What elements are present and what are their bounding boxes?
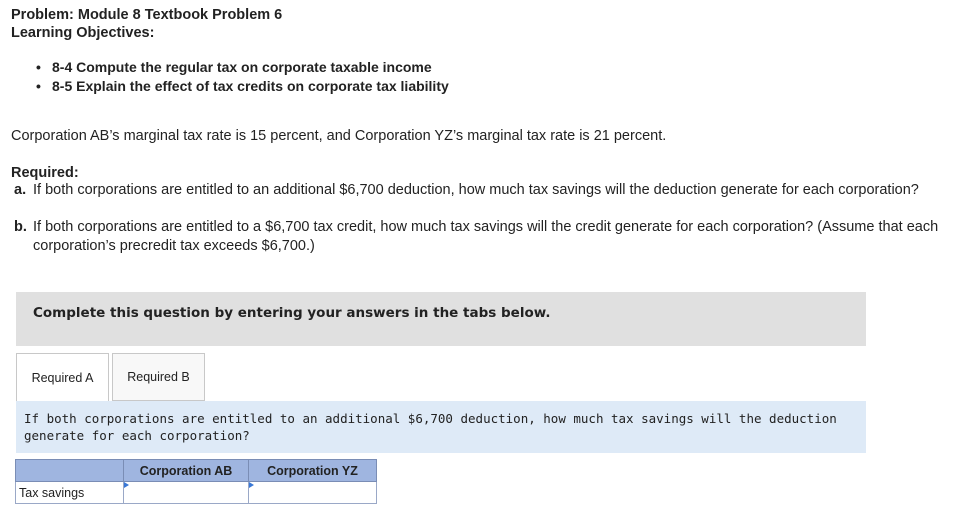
tax-savings-ab-cell [124, 482, 249, 504]
learning-objectives-heading: Learning Objectives: [11, 25, 155, 41]
objectives-list [36, 58, 449, 95]
tax-savings-ab-input[interactable] [124, 482, 248, 503]
required-heading: Required: [11, 165, 79, 181]
row-label-tax-savings: Tax savings [16, 482, 124, 504]
table-header-row [16, 460, 377, 482]
required-item-a [14, 181, 919, 200]
problem-title: Problem: Module 8 Textbook Problem 6 [11, 7, 283, 23]
instruction-text: Complete this question by entering your answers in the tabs below. [33, 305, 551, 321]
table-header-corporation-yz: Corporation YZ [249, 460, 377, 482]
tab-required-a[interactable]: Required A [16, 353, 109, 402]
answer-table [15, 459, 377, 504]
tab-required-b[interactable]: Required B [112, 353, 205, 401]
table-header-corporation-ab: Corporation AB [124, 460, 249, 482]
required-text: If both corporations are entitled to a $6,700 tax credit, how much tax savings will the credit generate for each corporation? (Assume that each corporation’s precredit tax exceeds $6,700.) [33, 219, 939, 254]
tax-savings-yz-input[interactable] [249, 482, 376, 503]
required-text: If both corporations are entitled to an additional $6,700 deduction, how much tax savings will the deduction generate for each corporation? [33, 182, 919, 198]
problem-intro: Corporation AB’s marginal tax rate is 15 percent, and Corporation YZ’s marginal tax rate is 21 percent. [11, 128, 667, 144]
required-letter: a. [14, 182, 27, 198]
table-row [16, 482, 377, 504]
table-header-blank [16, 460, 124, 482]
instruction-banner [16, 292, 866, 346]
panel-question-text: If both corporations are entitled to an additional $6,700 deduction, how much tax savings will the deduction generate for each corporation? [24, 411, 837, 443]
question-panel [16, 401, 866, 453]
required-letter: b. [14, 219, 27, 235]
tax-savings-yz-cell [249, 482, 377, 504]
required-item-b [14, 218, 964, 255]
objective-item: • 8-5 Explain the effect of tax credits on corporate tax liability [36, 77, 449, 96]
objective-item: • 8-4 Compute the regular tax on corporate taxable income [36, 58, 449, 77]
